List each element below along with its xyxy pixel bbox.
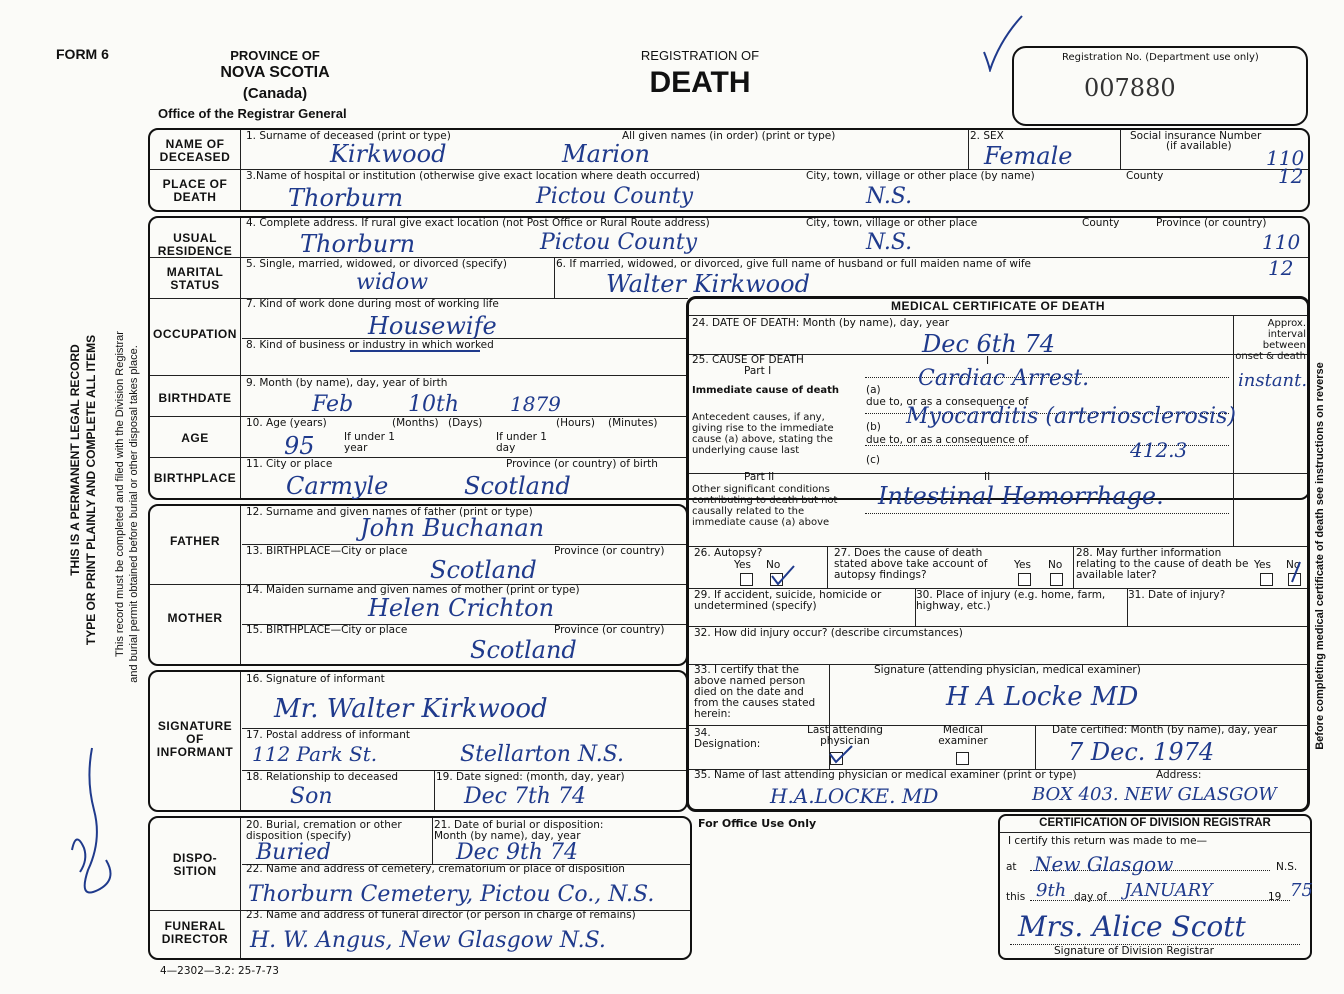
hw-funeral: H. W. Angus, New Glasgow N.S. xyxy=(250,928,606,953)
label-sin-available: (if available) xyxy=(1166,140,1232,152)
hw-code: 412.3 xyxy=(1130,438,1188,462)
label-funeral-director: 23. Name and address of funeral director (or person in charge of remains) xyxy=(246,909,636,921)
label-physician-address: Address: xyxy=(1156,769,1202,781)
label-part2: Part II xyxy=(744,471,775,483)
hw-birth-year: 1879 xyxy=(510,392,561,416)
autopsy-yes-checkbox[interactable] xyxy=(740,573,753,586)
hw-marital: widow xyxy=(356,270,429,295)
hw-cause-b: Myocarditis (arteriosclerosis) xyxy=(906,404,1236,429)
section-funeral-director: FUNERAL DIRECTOR xyxy=(161,919,229,946)
hw-physician-sig: H A Locke MD xyxy=(946,682,1139,712)
registration-of: REGISTRATION OF xyxy=(640,48,760,63)
form-number: FORM 6 xyxy=(56,46,109,62)
label-a: (a) xyxy=(866,384,881,396)
label-antecedent: Antecedent causes, if any, giving rise to the immediate cause (a) above, stating the underlying cause last xyxy=(692,412,834,456)
hw-dod: Dec 6th 74 xyxy=(922,330,1056,358)
hw-date-cert: 7 Dec. 1974 xyxy=(1068,738,1215,766)
label-further-info: 28. May further information relating to the cause of death be available later? xyxy=(1076,547,1249,581)
label-further-yes: Yes xyxy=(1254,559,1271,571)
side-filing-note1: This record must be completed and filed with the Division Registrar xyxy=(114,331,126,657)
findings-no-checkbox[interactable] xyxy=(1050,573,1063,586)
label-date-signed: 19. Date signed: (month, day, year) xyxy=(436,771,625,783)
hw-res-code2: 12 xyxy=(1268,256,1294,280)
hw-disposition: Buried xyxy=(256,840,331,865)
death-title: DEATH xyxy=(649,66,751,99)
label-findings-yes: Yes xyxy=(1014,559,1031,571)
hw-mother-bp: Scotland xyxy=(470,636,577,664)
hw-spouse: Walter Kirkwood xyxy=(606,270,810,298)
province-line1: PROVINCE OF xyxy=(230,48,320,63)
label-res-city: City, town, village or other place xyxy=(806,217,978,229)
autopsy-no-check xyxy=(766,559,798,588)
label-date-of-death: 24. DATE OF DEATH: Month (by name), day, year xyxy=(692,317,950,329)
hw-father: John Buchanan xyxy=(360,514,545,542)
section-usual-residence: USUAL RESIDENCE xyxy=(157,231,233,258)
medical-examiner-checkbox[interactable] xyxy=(956,752,969,765)
registration-number-box xyxy=(1012,46,1308,126)
label-physician-sig: Signature (attending physician, medical examiner) xyxy=(874,664,1141,676)
label-day-of: day of xyxy=(1074,891,1107,903)
label-industry: 8. Kind of business or industry in which worked xyxy=(246,339,494,351)
label-c: (c) xyxy=(866,454,880,466)
findings-yes-checkbox[interactable] xyxy=(1018,573,1031,586)
label-certify: 33. I certify that the above named person died on the date and from the causes stated herein: xyxy=(694,664,816,720)
label-occupation: 7. Kind of work done during most of working life xyxy=(246,298,499,310)
label-death-county: County xyxy=(1126,170,1164,182)
hw-given: Marion xyxy=(562,140,650,168)
label-relationship: 18. Relationship to deceased xyxy=(246,771,399,783)
label-sin: Social insurance Number xyxy=(1130,130,1262,142)
medical-title: MEDICAL CERTIFICATE OF DEATH xyxy=(891,299,1105,313)
label-part1: Part I xyxy=(744,365,772,377)
label-address: 4. Complete address. If rural give exact location (not Post Office or Rural Route address) xyxy=(246,217,710,229)
label-spouse: 6. If married, widowed, or divorced, give full name of husband or full maiden name of wife xyxy=(556,258,1032,270)
label-physician-name: 35. Name of last attending physician or medical examiner (print or type) xyxy=(694,769,1077,781)
hw-mother: Helen Crichton xyxy=(368,594,555,622)
label-immediate: Immediate cause of death xyxy=(692,385,840,396)
side-type-print: TYPE OR PRINT PLAINLY AND COMPLETE ALL ITEMS xyxy=(84,334,98,646)
label-father-province: Province (or country) xyxy=(554,545,665,557)
label-further-no: No xyxy=(1286,559,1301,571)
label-this: this xyxy=(1006,891,1026,903)
section-mother: MOTHER xyxy=(167,611,223,625)
hw-physician-name: H.A.LOCKE. MD xyxy=(770,784,939,808)
label-at: at xyxy=(1006,861,1017,873)
label-age-months: (Months) xyxy=(392,417,439,429)
section-father: FATHER xyxy=(169,534,221,548)
hw-relation: Son xyxy=(290,784,333,809)
hw-res-code: 110 xyxy=(1262,230,1301,254)
label-autopsy: 26. Autopsy? xyxy=(694,547,763,559)
hw-res: Thorburn xyxy=(300,230,416,258)
hw-place2: Pictou County xyxy=(536,184,694,209)
section-occupation: OCCUPATION xyxy=(153,327,237,341)
label-place-injury: 30. Place of injury (e.g. home, farm, highway, etc.) xyxy=(916,589,1106,612)
hw-reg-year: 75 xyxy=(1290,880,1313,901)
label-findings-no: No xyxy=(1048,559,1063,571)
registration-number: 007880 xyxy=(1084,74,1176,102)
province-line3: (Canada) xyxy=(242,85,308,102)
label-autopsy-findings: 27. Does the cause of death stated above take account of autopsy findings? xyxy=(834,547,988,581)
label-accident: 29. If accident, suicide, homicide or undetermined (specify) xyxy=(694,589,882,612)
hw-cemetery: Thorburn Cemetery, Pictou Co., N.S. xyxy=(248,882,655,907)
hw-physician-addr: BOX 403. NEW GLASGOW xyxy=(1032,784,1277,805)
label-surname: 1. Surname of deceased (print or type) xyxy=(246,130,451,142)
label-ns: N.S. xyxy=(1276,861,1298,873)
section-place-of-death: PLACE OF DEATH xyxy=(162,177,228,204)
section-birthdate: BIRTHDATE xyxy=(158,391,232,405)
hw-reg-at: New Glasgow xyxy=(1034,852,1174,876)
label-under-1-day: If under 1 day xyxy=(496,431,547,454)
label-death-city: City, town, village or other place (by name) xyxy=(806,170,1035,182)
hw-inf-addr: 112 Park St. xyxy=(252,742,378,766)
label-designation: 34. Designation: xyxy=(694,727,761,750)
label-other-conditions: Other significant conditions contributing to death but not causally related to the immediate cause (a) above xyxy=(692,484,838,528)
hw-county-death: 12 xyxy=(1278,164,1304,188)
label-last-attending: Last attending physician xyxy=(807,724,883,747)
label-informant-addr: 17. Postal address of informant xyxy=(246,729,411,741)
province-line2: NOVA SCOTIA xyxy=(220,64,330,81)
label-cemetery: 22. Name and address of cemetery, crematorium or place of disposition xyxy=(246,863,625,875)
hw-place3: N.S. xyxy=(866,184,913,209)
label-age-hours: (Hours) xyxy=(556,417,595,429)
hw-res3: N.S. xyxy=(866,230,913,255)
hw-sin-a: 110 xyxy=(1266,146,1305,170)
office-use-label: For Office Use Only xyxy=(698,817,817,830)
label-how-injury: 32. How did injury occur? (describe circumstances) xyxy=(694,627,963,639)
label-father-bp: 13. BIRTHPLACE—City or place xyxy=(246,545,408,557)
label-due1: due to, or as a consequence of xyxy=(866,396,1029,408)
hw-father-bp: Scotland xyxy=(430,556,537,584)
section-name-of-deceased: NAME OF DECEASED xyxy=(159,137,231,164)
hw-cause-a: Cardiac Arrest. xyxy=(918,366,1090,391)
label-age-minutes: (Minutes) xyxy=(608,417,658,429)
label-autopsy-no: No xyxy=(766,559,781,571)
label-date-certified: Date certified: Month (by name), day, year xyxy=(1052,724,1278,736)
further-yes-checkbox[interactable] xyxy=(1260,573,1273,586)
label-under-1-year: If under 1 year xyxy=(344,431,395,454)
hw-res2: Pictou County xyxy=(540,230,698,255)
section-dispo-sition: DISPO- SITION xyxy=(172,851,218,878)
label-registrar-sig: Signature of Division Registrar xyxy=(1054,945,1214,957)
label-given-names: All given names (in order) (print or type) xyxy=(622,130,836,142)
section-signature-informant: SIGNATURE OF INFORMANT xyxy=(156,719,234,759)
last-attending-check xyxy=(826,742,856,768)
label-marital: 5. Single, married, widowed, or divorced (specify) xyxy=(246,258,507,270)
label-age-years: 10. Age (years) xyxy=(246,417,327,429)
label-due2: due to, or as a consequence of xyxy=(866,434,1029,446)
label-father-name: 12. Surname and given names of father (print or type) xyxy=(246,506,533,518)
form-code: 4—2302—3.2: 25-7-73 xyxy=(160,965,279,977)
label-autopsy-yes: Yes xyxy=(734,559,751,571)
label-mother-bp: 15. BIRTHPLACE—City or place xyxy=(246,624,408,636)
label-mother-name: 14. Maiden surname and given names of mother (print or type) xyxy=(246,584,580,596)
label-birth-province: Province (or country) of birth xyxy=(506,458,658,470)
label-sex: 2. SEX xyxy=(970,130,1004,142)
hw-interval-a: instant. xyxy=(1238,370,1308,391)
label-cause-of-death: 25. CAUSE OF DEATH xyxy=(692,354,804,366)
label-burial-date: 21. Date of burial or disposition: Month (by name), day, year xyxy=(434,819,604,842)
label-birth-date: 9. Month (by name), day, year of birth xyxy=(246,377,448,389)
label-burial: 20. Burial, cremation or other disposition (specify) xyxy=(246,819,402,842)
hw-inf-addr2: Stellarton N.S. xyxy=(460,742,625,767)
section-age: AGE xyxy=(181,431,209,445)
hw-surname: Kirkwood xyxy=(330,140,447,168)
label-year-prefix: 19 xyxy=(1268,891,1282,903)
hw-part2: Intestinal Hemorrhage. xyxy=(878,482,1164,510)
label-interval: Approx. interval between onset & death xyxy=(1235,318,1306,362)
hw-occupation: Housewife xyxy=(368,312,497,340)
section-marital-status: MARITAL STATUS xyxy=(166,265,224,292)
further-no-check xyxy=(1286,560,1306,586)
hw-reg-month: JANUARY xyxy=(1124,880,1213,901)
label-date-injury: 31. Date of injury? xyxy=(1128,589,1226,601)
section-birthplace: BIRTHPLACE xyxy=(153,471,237,485)
registration-number-label: Registration No. (Department use only) xyxy=(1062,52,1259,63)
hw-informant: Mr. Walter Kirkwood xyxy=(274,694,548,724)
side-legal-record: THIS IS A PERMANENT LEGAL RECORD xyxy=(68,344,82,576)
division-registrar-title: CERTIFICATION OF DIVISION REGISTRAR xyxy=(1039,817,1271,829)
occupation-underline xyxy=(350,350,480,352)
hw-registrar-sig: Mrs. Alice Scott xyxy=(1018,910,1246,943)
hw-birth-day: 10th xyxy=(408,392,460,417)
hw-date-signed: Dec 7th 74 xyxy=(464,784,586,809)
hw-birth-month: Feb xyxy=(312,392,354,417)
label-b: (b) xyxy=(866,421,881,433)
hw-place: Thorburn xyxy=(288,184,404,212)
hw-birthplace: Carmyle xyxy=(286,472,389,500)
hw-burial-date: Dec 9th 74 xyxy=(456,840,578,865)
side-right-note: Before completing medical certificate of death see instructions on reverse xyxy=(1314,362,1326,750)
label-age-days: (Days) xyxy=(448,417,483,429)
registrar-office: Office of the Registrar General xyxy=(158,106,347,121)
margin-initial-doodle xyxy=(58,740,128,920)
label-informant-sig: 16. Signature of informant xyxy=(246,673,385,685)
hw-sex: Female xyxy=(984,142,1073,170)
hw-age: 95 xyxy=(284,432,315,460)
hw-birthcountry: Scotland xyxy=(464,472,571,500)
side-filing-note2: and burial permit obtained before burial or other disposal takes place. xyxy=(128,345,140,683)
label-certify-return: I certify this return was made to me— xyxy=(1008,835,1208,847)
label-mother-province: Province (or country) xyxy=(554,624,665,636)
label-roman-i: I xyxy=(986,355,990,367)
label-birth-city: 11. City or place xyxy=(246,458,333,470)
label-medical-examiner: Medical examiner xyxy=(938,724,988,747)
label-roman-ii: II xyxy=(984,471,991,483)
hw-reg-day: 9th xyxy=(1036,880,1067,901)
label-hospital: 3.Name of hospital or institution (otherwise give exact location where death occurred) xyxy=(246,170,701,182)
label-res-county: County xyxy=(1082,217,1120,229)
label-res-province: Province (or country) xyxy=(1156,217,1267,229)
